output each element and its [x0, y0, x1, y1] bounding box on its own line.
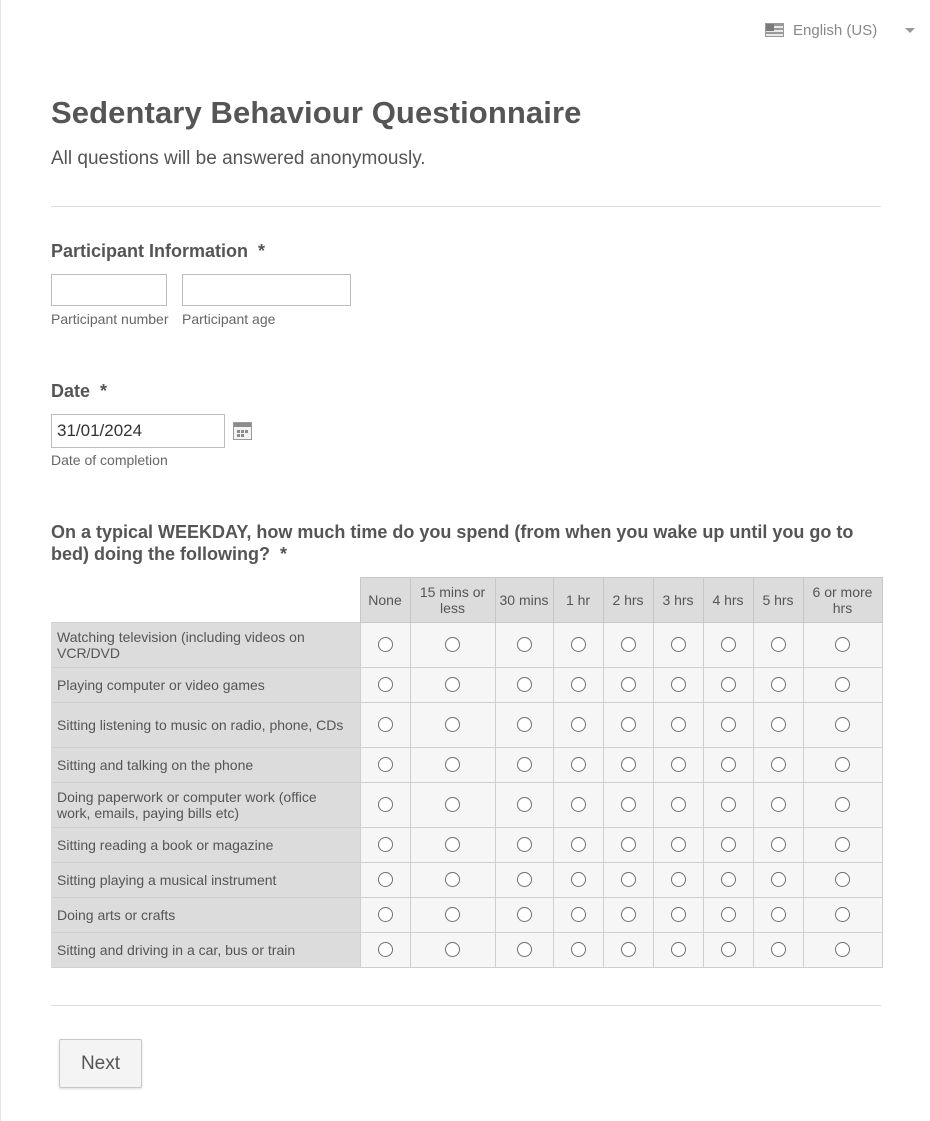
matrix-cell[interactable] [603, 623, 653, 668]
participant-info-label [51, 241, 265, 262]
matrix-header-row [51, 578, 882, 623]
matrix-cell[interactable] [360, 668, 410, 703]
matrix-cell[interactable] [410, 703, 495, 748]
radio-button[interactable] [445, 907, 460, 922]
matrix-column-header: 15 mins or less [410, 578, 495, 623]
matrix-cell[interactable] [753, 668, 803, 703]
date-input[interactable] [51, 414, 225, 448]
radio-button[interactable] [517, 717, 532, 732]
matrix-cell[interactable] [360, 898, 410, 933]
radio-button[interactable] [835, 942, 850, 957]
radio-button[interactable] [771, 637, 786, 652]
required-mark: * [279, 544, 287, 564]
matrix-cell[interactable] [803, 933, 882, 968]
matrix-cell[interactable] [703, 703, 753, 748]
radio-button[interactable] [721, 677, 736, 692]
radio-button[interactable] [378, 677, 393, 692]
radio-button[interactable] [621, 942, 636, 957]
us-flag-icon [765, 23, 784, 37]
radio-button[interactable] [835, 677, 850, 692]
matrix-cell[interactable] [495, 623, 553, 668]
participant-age-sublabel: Participant age [182, 311, 276, 327]
matrix-cell[interactable] [495, 863, 553, 898]
matrix-cell[interactable] [753, 748, 803, 783]
matrix-cell[interactable] [495, 933, 553, 968]
matrix-cell[interactable] [803, 863, 882, 898]
radio-button[interactable] [571, 757, 586, 772]
matrix-cell[interactable] [495, 828, 553, 863]
radio-button[interactable] [835, 797, 850, 812]
matrix-cell[interactable] [653, 668, 703, 703]
matrix-cell[interactable] [410, 898, 495, 933]
matrix-cell[interactable] [603, 898, 653, 933]
radio-button[interactable] [445, 757, 460, 772]
radio-button[interactable] [621, 677, 636, 692]
radio-button[interactable] [621, 907, 636, 922]
matrix-cell[interactable] [360, 623, 410, 668]
radio-button[interactable] [771, 717, 786, 732]
radio-button[interactable] [621, 837, 636, 852]
radio-button[interactable] [517, 907, 532, 922]
matrix-cell[interactable] [410, 623, 495, 668]
matrix-cell[interactable] [753, 898, 803, 933]
matrix-row-label: Sitting listening to music on radio, phone, CDs [51, 703, 360, 748]
radio-button[interactable] [835, 872, 850, 887]
matrix-column-header: 1 hr [553, 578, 603, 623]
radio-button[interactable] [378, 872, 393, 887]
radio-button[interactable] [721, 717, 736, 732]
matrix-cell[interactable] [653, 623, 703, 668]
matrix-cell[interactable] [703, 783, 753, 828]
matrix-cell[interactable] [553, 748, 603, 783]
matrix-row-label: Watching television (including videos on VCR/DVD [51, 623, 360, 668]
radio-button[interactable] [445, 677, 460, 692]
matrix-row-label: Sitting reading a book or magazine [51, 828, 360, 863]
matrix-column-header: 4 hrs [703, 578, 753, 623]
matrix-cell[interactable] [360, 748, 410, 783]
radio-button[interactable] [378, 797, 393, 812]
radio-button[interactable] [771, 907, 786, 922]
matrix-column-header: None [360, 578, 410, 623]
matrix-cell[interactable] [703, 863, 753, 898]
matrix-row [51, 828, 882, 863]
matrix-row-label: Playing computer or video games [51, 668, 360, 703]
matrix-row [51, 863, 882, 898]
matrix-cell[interactable] [703, 828, 753, 863]
required-mark: * [100, 381, 108, 401]
matrix-cell[interactable] [360, 828, 410, 863]
matrix-cell[interactable] [360, 863, 410, 898]
matrix-cell[interactable] [553, 668, 603, 703]
matrix-row [51, 898, 882, 933]
matrix-row [51, 783, 882, 828]
matrix-row-label: Doing arts or crafts [51, 898, 360, 933]
matrix-cell[interactable] [410, 828, 495, 863]
radio-button[interactable] [621, 717, 636, 732]
radio-button[interactable] [771, 837, 786, 852]
radio-button[interactable] [517, 677, 532, 692]
matrix-cell[interactable] [703, 748, 753, 783]
radio-button[interactable] [445, 942, 460, 957]
matrix-cell[interactable] [803, 703, 882, 748]
matrix-cell[interactable] [553, 623, 603, 668]
header-divider [51, 206, 881, 207]
matrix-row-label: Sitting playing a musical instrument [51, 863, 360, 898]
radio-button[interactable] [835, 907, 850, 922]
radio-button[interactable] [445, 797, 460, 812]
matrix-cell[interactable] [803, 623, 882, 668]
radio-button[interactable] [517, 837, 532, 852]
radio-button[interactable] [671, 907, 686, 922]
chevron-down-icon [905, 28, 915, 33]
matrix-cell[interactable] [653, 748, 703, 783]
matrix-cell[interactable] [360, 783, 410, 828]
matrix-row [51, 933, 882, 968]
matrix-cell[interactable] [753, 703, 803, 748]
page-title: Sedentary Behaviour Questionnaire [51, 95, 582, 130]
matrix-cell[interactable] [495, 668, 553, 703]
matrix-cell[interactable] [653, 863, 703, 898]
matrix-cell[interactable] [410, 668, 495, 703]
participant-age-input[interactable] [182, 274, 351, 306]
radio-button[interactable] [621, 797, 636, 812]
required-mark: * [258, 241, 266, 261]
radio-button[interactable] [621, 872, 636, 887]
page-subtitle: All questions will be answered anonymously. [51, 148, 426, 169]
radio-button[interactable] [621, 637, 636, 652]
radio-button[interactable] [517, 757, 532, 772]
radio-button[interactable] [771, 677, 786, 692]
radio-button[interactable] [571, 717, 586, 732]
radio-button[interactable] [571, 797, 586, 812]
radio-button[interactable] [771, 757, 786, 772]
radio-button[interactable] [571, 872, 586, 887]
radio-button[interactable] [721, 907, 736, 922]
matrix-cell[interactable] [553, 863, 603, 898]
date-label [51, 381, 107, 402]
radio-button[interactable] [517, 872, 532, 887]
matrix-column-header: 30 mins [495, 578, 553, 623]
matrix-cell[interactable] [753, 828, 803, 863]
radio-button[interactable] [571, 907, 586, 922]
matrix-cell[interactable] [753, 783, 803, 828]
date-label-text: Date [51, 381, 91, 401]
matrix-corner [51, 578, 360, 623]
matrix-column-header: 5 hrs [753, 578, 803, 623]
matrix-cell[interactable] [653, 933, 703, 968]
radio-button[interactable] [378, 637, 393, 652]
radio-button[interactable] [721, 637, 736, 652]
radio-button[interactable] [571, 677, 586, 692]
matrix-cell[interactable] [803, 783, 882, 828]
radio-button[interactable] [721, 942, 736, 957]
matrix-cell[interactable] [703, 933, 753, 968]
matrix-cell[interactable] [753, 933, 803, 968]
matrix-cell[interactable] [703, 623, 753, 668]
radio-button[interactable] [771, 797, 786, 812]
radio-button[interactable] [721, 872, 736, 887]
participant-number-input[interactable] [51, 274, 167, 306]
radio-button[interactable] [445, 837, 460, 852]
matrix-cell[interactable] [410, 748, 495, 783]
matrix-cell[interactable] [603, 748, 653, 783]
matrix-cell[interactable] [603, 933, 653, 968]
radio-button[interactable] [671, 757, 686, 772]
radio-button[interactable] [835, 637, 850, 652]
radio-button[interactable] [378, 717, 393, 732]
matrix-cell[interactable] [753, 623, 803, 668]
matrix-cell[interactable] [703, 668, 753, 703]
matrix-cell[interactable] [803, 748, 882, 783]
radio-button[interactable] [721, 757, 736, 772]
matrix-cell[interactable] [803, 668, 882, 703]
language-selector[interactable] [765, 20, 917, 40]
radio-button[interactable] [517, 637, 532, 652]
matrix-cell[interactable] [603, 703, 653, 748]
matrix-cell[interactable] [653, 783, 703, 828]
matrix-body [51, 623, 882, 968]
matrix-cell[interactable] [410, 783, 495, 828]
matrix-cell[interactable] [603, 828, 653, 863]
footer-divider [51, 1005, 881, 1006]
radio-button[interactable] [721, 837, 736, 852]
matrix-row [51, 703, 882, 748]
language-label: English (US) [793, 21, 878, 39]
matrix-cell[interactable] [553, 898, 603, 933]
radio-button[interactable] [835, 757, 850, 772]
radio-button[interactable] [517, 942, 532, 957]
matrix-cell[interactable] [360, 703, 410, 748]
radio-button[interactable] [378, 942, 393, 957]
matrix-question [51, 521, 881, 565]
radio-button[interactable] [671, 942, 686, 957]
matrix-cell[interactable] [653, 898, 703, 933]
next-button[interactable]: Next [59, 1039, 142, 1088]
matrix-column-header: 6 or more hrs [803, 578, 882, 623]
radio-button[interactable] [445, 717, 460, 732]
participant-number-sublabel: Participant number [51, 311, 169, 327]
radio-button[interactable] [571, 837, 586, 852]
matrix-cell[interactable] [553, 783, 603, 828]
radio-button[interactable] [571, 942, 586, 957]
matrix-cell[interactable] [495, 748, 553, 783]
matrix-question-text: On a typical WEEKDAY, how much time do you spend (from when you wake up until you go to bed) doing the following? [51, 522, 854, 564]
matrix-row-label: Doing paperwork or computer work (office work, emails, paying bills etc) [51, 783, 360, 828]
radio-button[interactable] [835, 837, 850, 852]
radio-button[interactable] [771, 942, 786, 957]
date-sublabel: Date of completion [51, 452, 168, 468]
radio-button[interactable] [571, 637, 586, 652]
activity-time-matrix [51, 577, 883, 968]
radio-button[interactable] [445, 872, 460, 887]
radio-button[interactable] [445, 637, 460, 652]
matrix-cell[interactable] [753, 863, 803, 898]
radio-button[interactable] [671, 872, 686, 887]
radio-button[interactable] [671, 797, 686, 812]
radio-button[interactable] [721, 797, 736, 812]
matrix-column-header: 3 hrs [653, 578, 703, 623]
radio-button[interactable] [621, 757, 636, 772]
radio-button[interactable] [378, 757, 393, 772]
matrix-row-label: Sitting and talking on the phone [51, 748, 360, 783]
matrix-cell[interactable] [603, 863, 653, 898]
matrix-cell[interactable] [803, 898, 882, 933]
matrix-cell[interactable] [495, 898, 553, 933]
matrix-cell[interactable] [553, 703, 603, 748]
matrix-cell[interactable] [703, 898, 753, 933]
calendar-icon[interactable] [233, 422, 252, 440]
matrix-cell[interactable] [495, 783, 553, 828]
matrix-cell[interactable] [553, 828, 603, 863]
radio-button[interactable] [378, 907, 393, 922]
matrix-cell[interactable] [553, 933, 603, 968]
matrix-cell[interactable] [803, 828, 882, 863]
matrix-column-header: 2 hrs [603, 578, 653, 623]
matrix-row-label: Sitting and driving in a car, bus or train [51, 933, 360, 968]
matrix-row [51, 668, 882, 703]
matrix-cell[interactable] [653, 828, 703, 863]
matrix-cell[interactable] [603, 783, 653, 828]
radio-button[interactable] [378, 837, 393, 852]
matrix-cell[interactable] [653, 703, 703, 748]
radio-button[interactable] [517, 797, 532, 812]
radio-button[interactable] [671, 837, 686, 852]
radio-button[interactable] [671, 677, 686, 692]
matrix-cell[interactable] [410, 863, 495, 898]
matrix-row [51, 623, 882, 668]
matrix-row [51, 748, 882, 783]
radio-button[interactable] [835, 717, 850, 732]
matrix-cell[interactable] [410, 933, 495, 968]
radio-button[interactable] [771, 872, 786, 887]
matrix-cell[interactable] [360, 933, 410, 968]
radio-button[interactable] [671, 637, 686, 652]
radio-button[interactable] [671, 717, 686, 732]
participant-info-label-text: Participant Information [51, 241, 249, 261]
matrix-cell[interactable] [495, 703, 553, 748]
matrix-cell[interactable] [603, 668, 653, 703]
